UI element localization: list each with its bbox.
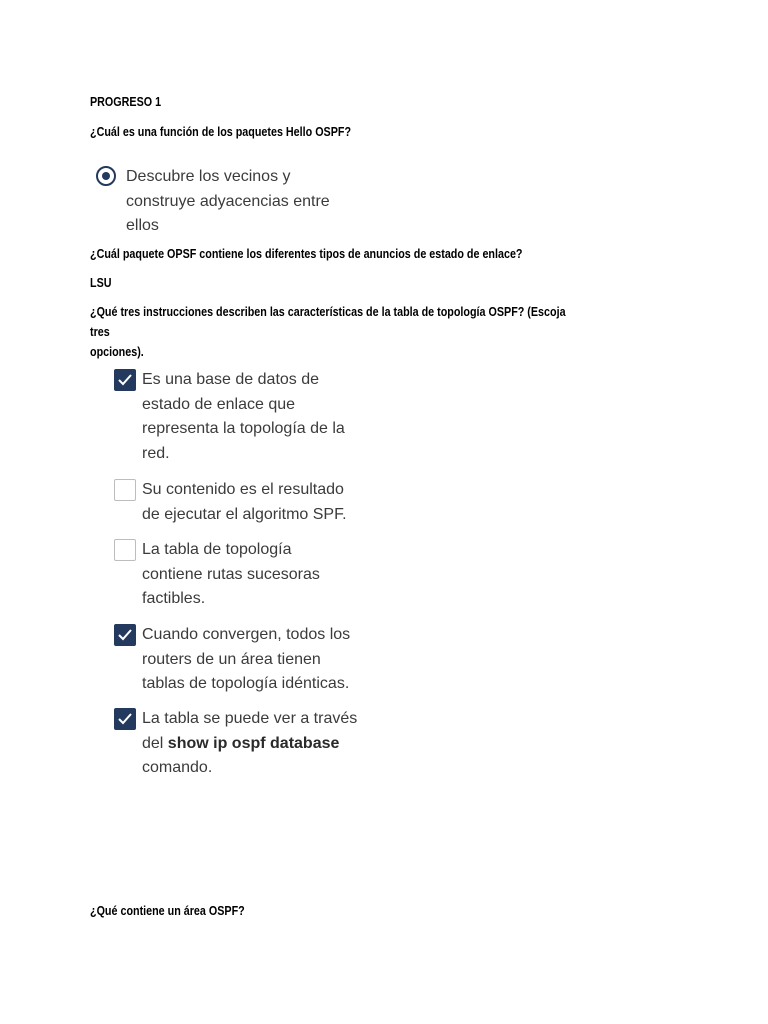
radio-answer-text: Descubre los vecinos y construye adyacencias entre ellos	[126, 168, 330, 234]
question-2: ¿Cuál paquete OPSF contiene los diferentes tipos de anuncios de estado de enlace?	[90, 247, 523, 261]
answer-2: LSU	[90, 276, 112, 290]
checkbox-option-3[interactable]	[114, 539, 136, 561]
command-text: show ip ospf database	[167, 734, 340, 752]
checkbox-option-5[interactable]	[114, 708, 136, 730]
check-icon	[118, 629, 132, 641]
check-icon	[118, 713, 132, 725]
heading: PROGRESO 1	[90, 95, 162, 109]
checkbox-option-4[interactable]	[114, 624, 136, 646]
option-2-text: Su contenido es el resultado de ejecutar el algoritmo SPF.	[142, 481, 347, 523]
question-4: ¿Qué contiene un área OSPF?	[90, 904, 245, 918]
question-3: ¿Qué tres instrucciones describen las características de la tabla de topología OSPF? (Escoja tres opciones).	[90, 305, 566, 359]
option-3-text: La tabla de topología contiene rutas sucesoras factibles.	[142, 541, 320, 607]
radio-selected[interactable]	[96, 166, 116, 186]
question-1: ¿Cuál es una función de los paquetes Hello OSPF?	[90, 125, 352, 139]
option-1-text: Es una base de datos de estado de enlace que representa la topología de la red.	[142, 371, 345, 462]
option-4-text: Cuando convergen, todos los routers de un área tienen tablas de topología idénticas.	[142, 626, 351, 692]
check-icon	[118, 374, 132, 386]
option-5-text: La tabla se puede ver a través del show ip ospf database comando.	[142, 710, 358, 776]
checkbox-option-1[interactable]	[114, 369, 136, 391]
checkbox-option-2[interactable]	[114, 479, 136, 501]
